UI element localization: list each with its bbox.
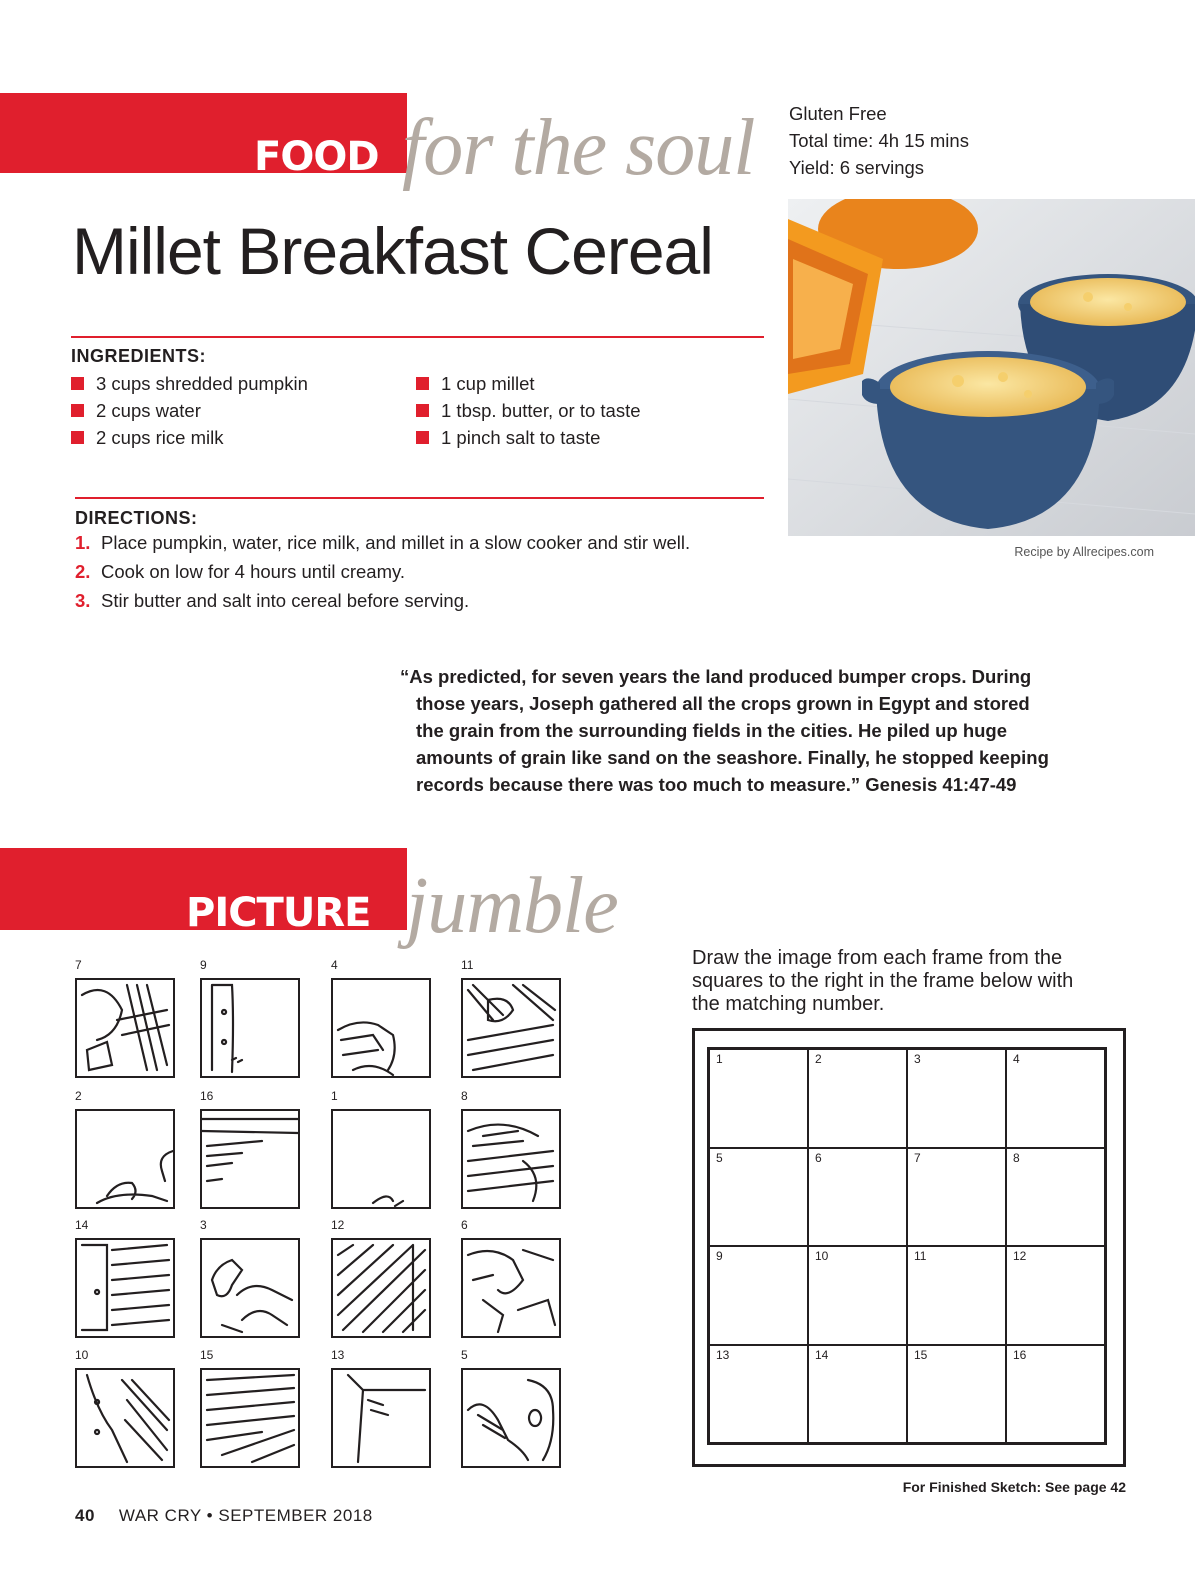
food-header-script: for the soul: [402, 104, 755, 192]
photo-credit: Recipe by Allrecipes.com: [1014, 545, 1154, 559]
finished-sketch-note: For Finished Sketch: See page 42: [902, 1479, 1126, 1495]
ingredient-item: 2 cups rice milk: [71, 424, 308, 451]
jumble-header-bold: PICTURE: [186, 890, 371, 936]
tile-sketch: [75, 978, 175, 1078]
directions-list: [75, 528, 690, 615]
tile-number: 2: [75, 1089, 82, 1103]
grid-cell[interactable]: [1006, 1246, 1105, 1345]
grid-cell-number: 7: [914, 1150, 921, 1165]
tile-number: 11: [461, 958, 474, 972]
food-header-bold: FOOD: [254, 134, 379, 180]
grid-cell-number: 9: [716, 1249, 723, 1263]
grid-cell-number: 2: [815, 1052, 822, 1066]
bullet-square-icon: [416, 431, 429, 444]
ingredient-item: 2 cups water: [71, 397, 308, 424]
jumble-instructions: Draw the image from each frame from the squares to the right in the frame below with the matching number.: [692, 947, 1074, 1015]
grid-cell[interactable]: [907, 1049, 1006, 1148]
tile-number: 10: [75, 1348, 89, 1362]
grid-cell-number: 13: [716, 1347, 730, 1362]
grid-cell-number: 6: [815, 1150, 822, 1165]
bullet-square-icon: [416, 377, 429, 390]
tile-sketch: [75, 1238, 175, 1338]
jumble-tile: [200, 958, 300, 1078]
meta-diet: Gluten Free: [789, 103, 887, 124]
grid-cell-number: 3: [914, 1052, 921, 1066]
directions-divider: [75, 497, 764, 499]
grid-cell[interactable]: [709, 1345, 808, 1444]
publication-line: WAR CRY • SEPTEMBER 2018: [118, 1506, 373, 1525]
grid-cell[interactable]: [1006, 1148, 1105, 1247]
tile-sketch: [461, 1368, 561, 1468]
ingredient-item: 1 tbsp. butter, or to taste: [416, 397, 641, 424]
tile-number: 8: [461, 1089, 468, 1103]
tile-number: 12: [331, 1218, 345, 1232]
drawing-grid[interactable]: [707, 1047, 1107, 1445]
tile-number: 6: [461, 1218, 468, 1232]
tile-sketch: [200, 978, 300, 1078]
tile-sketch: [461, 978, 561, 1078]
grid-cell[interactable]: [907, 1246, 1006, 1345]
jumble-tile: [461, 1218, 561, 1338]
meta-yield: Yield: 6 servings: [789, 157, 925, 178]
tile-number: 14: [75, 1218, 89, 1232]
tile-sketch: [331, 1238, 431, 1338]
ingredients-heading: INGREDIENTS:: [71, 346, 207, 366]
grid-cell-number: 14: [815, 1347, 829, 1362]
bullet-square-icon: [71, 404, 84, 417]
grid-cell[interactable]: [907, 1345, 1006, 1444]
grid-cell[interactable]: [808, 1246, 907, 1345]
tile-sketch: [200, 1238, 300, 1338]
jumble-tile: [461, 958, 561, 1078]
grid-cell[interactable]: [709, 1148, 808, 1247]
jumble-header-script: jumble: [406, 862, 618, 950]
ingredient-item: 1 pinch salt to taste: [416, 424, 641, 451]
grid-cell[interactable]: [907, 1148, 1006, 1247]
direction-step: 2. Cook on low for 4 hours until creamy.: [75, 561, 406, 582]
jumble-tile: [75, 1218, 175, 1338]
direction-step: 3. Stir butter and salt into cereal before serving.: [75, 590, 470, 611]
directions-heading: DIRECTIONS:: [75, 508, 198, 528]
grid-cell-number: 10: [815, 1249, 829, 1263]
jumble-tile: [75, 958, 175, 1078]
tile-number: 7: [75, 958, 82, 972]
ingredients-list-right: [416, 370, 641, 451]
tile-number: 16: [200, 1089, 214, 1103]
grid-cell-number: 5: [716, 1150, 723, 1165]
tile-sketch: [331, 1109, 431, 1209]
tile-number: 1: [331, 1089, 338, 1103]
tile-number: 9: [200, 958, 207, 972]
jumble-tile: [331, 1348, 431, 1468]
ingredients-divider: [71, 336, 764, 338]
bullet-square-icon: [416, 404, 429, 417]
direction-step: 1. Place pumpkin, water, rice milk, and millet in a slow cooker and stir well.: [75, 532, 691, 553]
grid-cell[interactable]: [808, 1148, 907, 1247]
grid-cell[interactable]: [709, 1049, 808, 1148]
bullet-square-icon: [71, 431, 84, 444]
tile-number: 15: [200, 1348, 214, 1362]
quote-line: amounts of grain like sand on the seashore. Finally, he stopped keeping: [416, 747, 1049, 768]
jumble-tile: [331, 1218, 431, 1338]
grid-cell-number: 8: [1013, 1150, 1020, 1165]
jumble-tile: [461, 1348, 561, 1468]
bullet-square-icon: [71, 377, 84, 390]
grid-cell-number: 12: [1013, 1249, 1027, 1263]
page-footer: [75, 1506, 373, 1526]
quote-line: the grain from the surrounding fields in the cities. He piled up huge: [416, 720, 1008, 741]
grid-cell[interactable]: [1006, 1345, 1105, 1444]
grid-cell[interactable]: [709, 1246, 808, 1345]
page-number: 40: [75, 1506, 95, 1525]
tile-number: 4: [331, 958, 338, 972]
jumble-tile: [200, 1089, 300, 1209]
jumble-tile: [331, 958, 431, 1078]
tile-sketch: [461, 1238, 561, 1338]
tile-sketch: [75, 1109, 175, 1209]
grid-cell-number: 1: [716, 1052, 723, 1066]
ingredient-item: 3 cups shredded pumpkin: [71, 370, 308, 397]
meta-time: Total time: 4h 15 mins: [789, 130, 969, 151]
grid-cell-number: 4: [1013, 1052, 1020, 1066]
quote-line: “As predicted, for seven years the land produced bumper crops. During: [400, 666, 1032, 687]
recipe-photo: [788, 199, 1195, 536]
tile-number: 3: [200, 1218, 207, 1232]
recipe-title: Millet Breakfast Cereal: [72, 214, 713, 288]
recipe-meta: [789, 100, 969, 181]
jumble-tile: [75, 1348, 175, 1468]
grid-cell-number: 15: [914, 1347, 928, 1362]
tile-sketch: [331, 978, 431, 1078]
grid-cell-number: 16: [1013, 1347, 1027, 1362]
quote-line: those years, Joseph gathered all the crops grown in Egypt and stored: [416, 693, 1030, 714]
tile-sketch: [331, 1368, 431, 1468]
tile-sketch: [200, 1109, 300, 1209]
ingredients-list-left: [71, 370, 308, 451]
grid-cell-number: 11: [914, 1249, 927, 1263]
jumble-tile: [200, 1218, 300, 1338]
grid-cell[interactable]: [808, 1049, 907, 1148]
tile-number: 13: [331, 1348, 345, 1362]
tile-sketch: [200, 1368, 300, 1468]
scripture-quote: [400, 663, 1100, 798]
jumble-tile: [200, 1348, 300, 1468]
tile-sketch: [461, 1109, 561, 1209]
grid-cell[interactable]: [808, 1345, 907, 1444]
jumble-tile: [461, 1089, 561, 1209]
jumble-tile: [75, 1089, 175, 1209]
jumble-tile: [331, 1089, 431, 1209]
quote-line: records because there was too much to measure.” Genesis 41:47-49: [416, 774, 1017, 795]
grid-cell[interactable]: [1006, 1049, 1105, 1148]
tile-number: 5: [461, 1348, 468, 1362]
ingredient-item: 1 cup millet: [416, 370, 641, 397]
tile-sketch: [75, 1368, 175, 1468]
